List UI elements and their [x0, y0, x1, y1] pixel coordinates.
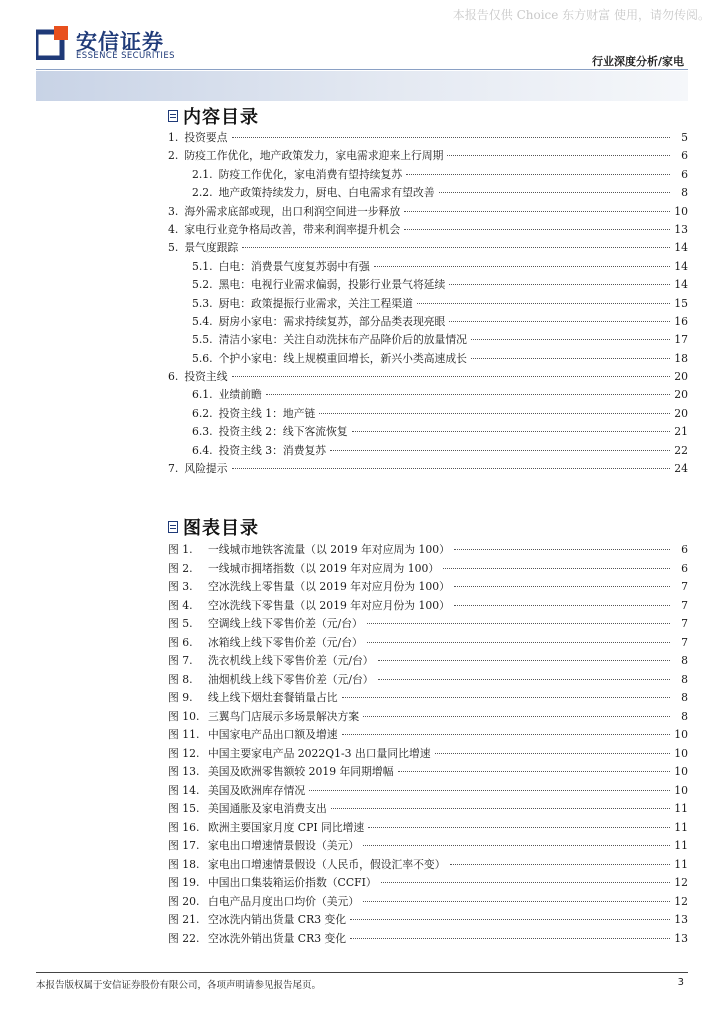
figure-entry-number: 图 19. [168, 876, 200, 889]
toc-entry-number: 5.4. [192, 314, 213, 328]
toc-entry-number: 7. [168, 462, 179, 476]
toc-entry-title: 投资主线 2：线下客流恢复 [218, 425, 348, 439]
figure-entry-number: 图 14. [168, 783, 200, 797]
figure-entry[interactable] [168, 783, 688, 802]
dot-leader [374, 266, 670, 267]
figure-entry[interactable] [168, 616, 688, 635]
dot-leader [342, 697, 670, 698]
toc-entry[interactable] [168, 332, 688, 350]
toc-entry-page: 21 [674, 425, 688, 439]
figure-entry-title: 空冰洗外销出货量 CR3 变化 [208, 931, 347, 945]
toc-entry[interactable] [168, 406, 688, 424]
figure-index-title: 图表目录 [183, 518, 259, 539]
toc-entry[interactable] [168, 185, 688, 203]
toc-entry-title: 清洁小家电：关注自动洗抹布产品降价后的放量情况 [218, 333, 467, 347]
figure-entry-title: 欧洲主要国家月度 CPI 同比增速 [208, 820, 365, 834]
toc-entry-number: 4. [168, 222, 179, 236]
toc-entry-number: 2. [168, 149, 179, 163]
toc-entry-title: 投资主线 3：消费复苏 [218, 443, 327, 457]
figure-list [168, 542, 688, 949]
toc-entry-page: 8 [681, 186, 688, 200]
toc-entry-title: 个护小家电：线上规模重回增长，新兴小类高速成长 [218, 351, 467, 365]
toc-entry-page: 18 [674, 351, 688, 365]
toc-entry[interactable] [168, 424, 688, 442]
toc-entry-page: 5 [681, 131, 688, 144]
figure-entry[interactable] [168, 801, 688, 820]
figure-entry-number: 图 15. [168, 802, 200, 815]
figure-entry[interactable] [168, 912, 688, 931]
toc-entry-page: 20 [674, 406, 688, 420]
toc-entry-number: 6.4. [192, 443, 213, 457]
figure-entry-number: 图 17. [168, 839, 200, 852]
dot-leader [331, 808, 670, 809]
figure-entry-page: 12 [674, 876, 688, 889]
toc-entry[interactable] [168, 277, 688, 295]
figure-entry-page: 7 [681, 635, 688, 649]
dot-leader [368, 827, 670, 828]
figure-entry-title: 线上线下烟灶套餐销量占比 [208, 691, 338, 704]
figure-entry[interactable] [168, 635, 688, 654]
dot-leader [404, 229, 670, 230]
toc-entry[interactable] [168, 387, 688, 405]
toc-entry[interactable] [168, 167, 688, 185]
figure-index [168, 515, 688, 949]
dot-leader [471, 358, 670, 359]
toc-entry-title: 厨房小家电：需求持续复苏，部分品类表现亮眼 [218, 314, 446, 328]
figure-entry[interactable] [168, 561, 688, 580]
toc-entry-title: 投资主线 [184, 370, 228, 384]
dot-leader [352, 431, 670, 432]
figure-entry[interactable] [168, 764, 688, 783]
company-logo [36, 26, 196, 66]
figure-entry-title: 家电出口增速情景假设（人民币，假设汇率不变） [208, 857, 446, 871]
figure-entry-page: 7 [681, 617, 688, 630]
figure-entry-number: 图 20. [168, 894, 200, 908]
toc-entry[interactable] [168, 148, 688, 166]
figure-entry-page: 11 [674, 857, 688, 871]
figure-entry-title: 空冰洗内销出货量 CR3 变化 [208, 913, 347, 926]
toc-title: 内容目录 [183, 107, 259, 128]
figure-entry-number: 图 13. [168, 765, 200, 778]
page-number: 3 [677, 977, 684, 988]
toc-entry-number: 3. [168, 204, 179, 218]
dot-leader [381, 882, 670, 883]
footer-disclaimer: 本报告版权属于安信证券股份有限公司，各项声明请参见报告尾页。 [36, 980, 322, 991]
toc-entry-number: 5.1. [192, 259, 213, 273]
watermark-text: 本报告仅供 Choice 东方财富 使用，请勿传阅。 [452, 8, 710, 22]
figure-entry-title: 中国出口集装箱运价指数（CCFI） [208, 876, 377, 889]
dot-leader [232, 137, 671, 138]
toc-entry-number: 2.1. [192, 167, 213, 181]
dot-leader [449, 321, 670, 322]
dot-leader [454, 586, 670, 587]
toc-entry-title: 防疫工作优化，家电消费有望持续复苏 [218, 167, 403, 181]
toc-entry-title: 防疫工作优化，地产政策发力，家电需求迎来上行周期 [184, 149, 444, 163]
dot-leader [232, 468, 671, 469]
toc-entry-page: 10 [674, 204, 688, 218]
figure-entry-number: 图 1. [168, 543, 193, 556]
figure-entry-page: 8 [681, 672, 688, 686]
figure-entry-page: 11 [674, 839, 688, 852]
dot-leader [439, 192, 670, 193]
figure-entry-title: 空调线上线下零售价差（元/台） [208, 617, 363, 630]
dot-leader [471, 339, 670, 340]
figure-entry-title: 白电产品月度出口均价（美元） [208, 894, 360, 908]
toc-entry-number: 6.1. [192, 388, 213, 402]
toc-entry-page: 20 [674, 370, 688, 384]
toc-entry-title: 海外需求底部或现，出口利润空间进一步释放 [184, 204, 401, 218]
dot-leader [367, 642, 670, 643]
figure-entry-title: 冰箱线上线下零售价差（元/台） [208, 635, 363, 649]
dot-leader [417, 303, 670, 304]
figure-entry-number: 图 3. [168, 580, 193, 593]
figure-entry-page: 8 [681, 691, 688, 704]
dot-leader [449, 284, 670, 285]
figure-entry-title: 一线城市地铁客流量（以 2019 年对应周为 100） [208, 543, 450, 556]
toc-entry-page: 15 [674, 296, 688, 310]
figure-entry[interactable] [168, 931, 688, 950]
figure-entry-number: 图 7. [168, 654, 193, 667]
figure-entry[interactable] [168, 542, 688, 561]
figure-entry[interactable] [168, 875, 688, 894]
toc-entry[interactable] [168, 259, 688, 277]
figure-entry-number: 图 16. [168, 820, 200, 834]
dot-leader [450, 864, 670, 865]
toc-entry-number: 2.2. [192, 186, 213, 200]
dot-leader [435, 753, 670, 754]
figure-entry-number: 图 9. [168, 691, 193, 704]
logo-name-cn: 安信证券 [76, 30, 164, 54]
toc-entry-number: 5.3. [192, 296, 213, 310]
section-list-icon [168, 110, 178, 122]
figure-entry-page: 8 [681, 654, 688, 667]
dot-leader [398, 771, 671, 772]
figure-entry[interactable] [168, 709, 688, 728]
toc-entry-page: 14 [674, 278, 688, 292]
toc-entry-number: 6.3. [192, 425, 213, 439]
figure-entry[interactable] [168, 820, 688, 839]
dot-leader [404, 211, 670, 212]
dot-leader [309, 790, 670, 791]
toc-entry-number: 1. [168, 131, 179, 144]
toc-entry-page: 6 [681, 167, 688, 181]
toc-entry[interactable] [168, 461, 688, 479]
figure-entry-title: 洗衣机线上线下零售价差（元/台） [208, 654, 374, 667]
dot-leader [363, 845, 670, 846]
toc-entry-title: 地产政策持续发力，厨电、白电需求有望改善 [218, 186, 435, 200]
toc-entry-number: 6. [168, 370, 179, 384]
logo-name-en: ESSENCE SECURITIES [76, 51, 175, 61]
section-list-icon [168, 521, 178, 533]
figure-entry-title: 一线城市拥堵指数（以 2019 年对应周为 100） [208, 561, 440, 575]
dot-leader [350, 938, 670, 939]
dot-leader [319, 413, 670, 414]
figure-entry[interactable] [168, 690, 688, 709]
toc-entry[interactable] [168, 204, 688, 222]
figure-entry-page: 8 [681, 709, 688, 723]
figure-entry-page: 7 [681, 598, 688, 612]
figure-entry-page: 6 [681, 543, 688, 556]
figure-entry-number: 图 6. [168, 635, 193, 649]
toc-entry-number: 5.5. [192, 333, 213, 347]
figure-entry-number: 图 2. [168, 561, 193, 575]
figure-entry-number: 图 5. [168, 617, 193, 630]
figure-entry-title: 油烟机线上线下零售价差（元/台） [208, 672, 374, 686]
figure-entry-page: 11 [674, 820, 688, 834]
dot-leader [363, 901, 670, 902]
figure-entry-title: 空冰洗线下零售量（以 2019 年对应月份为 100） [208, 598, 450, 612]
figure-entry-page: 7 [681, 580, 688, 593]
figure-entry-title: 美国及欧洲零售额较 2019 年同期增幅 [208, 765, 394, 778]
toc-entry-page: 22 [674, 443, 688, 457]
toc-entry-page: 16 [674, 314, 688, 328]
toc-list [168, 130, 688, 479]
dot-leader [378, 660, 670, 661]
figure-entry-number: 图 10. [168, 709, 200, 723]
figure-entry-title: 美国及欧洲库存情况 [208, 783, 306, 797]
figure-entry-number: 图 21. [168, 913, 200, 926]
figure-entry[interactable] [168, 579, 688, 598]
report-category: 行业深度分析/家电 [591, 55, 684, 68]
dot-leader [350, 919, 670, 920]
toc-entry[interactable] [168, 443, 688, 461]
figure-entry-title: 空冰洗线上零售量（以 2019 年对应月份为 100） [208, 580, 450, 593]
header-band [36, 71, 688, 101]
figure-entry-page: 13 [674, 913, 688, 926]
dot-leader [454, 605, 670, 606]
figure-entry-title: 中国主要家电产品 2022Q1-3 出口量同比增速 [208, 746, 431, 760]
header-divider [36, 69, 688, 70]
toc-entry[interactable] [168, 296, 688, 314]
toc-entry[interactable] [168, 314, 688, 332]
toc-entry-title: 厨电：政策提振行业需求，关注工程渠道 [218, 296, 413, 310]
figure-entry-page: 12 [674, 894, 688, 908]
figure-entry-number: 图 12. [168, 746, 200, 760]
dot-leader [266, 394, 670, 395]
figure-entry[interactable] [168, 653, 688, 672]
toc-entry[interactable] [168, 240, 688, 258]
toc-entry-page: 14 [674, 241, 688, 255]
dot-leader [232, 376, 671, 377]
dot-leader [378, 679, 670, 680]
toc-entry[interactable] [168, 369, 688, 387]
dot-leader [242, 247, 670, 248]
figure-entry[interactable] [168, 598, 688, 617]
figure-entry-number: 图 8. [168, 672, 193, 686]
figure-entry-title: 中国家电产品出口额及增速 [208, 728, 338, 741]
dot-leader [363, 716, 670, 717]
logo-mark-icon [36, 26, 70, 60]
figure-entry[interactable] [168, 857, 688, 876]
toc-entry-title: 风险提示 [184, 462, 228, 476]
figure-entry[interactable] [168, 838, 688, 857]
toc-entry[interactable] [168, 351, 688, 369]
toc-entry-title: 投资主线 1：地产链 [218, 406, 316, 420]
toc-entry[interactable] [168, 222, 688, 240]
table-of-contents [168, 104, 688, 479]
toc-entry-title: 业绩前瞻 [218, 388, 262, 402]
figure-entry[interactable] [168, 894, 688, 913]
figure-entry-number: 图 11. [168, 728, 200, 741]
figure-entry[interactable] [168, 672, 688, 691]
figure-entry-page: 10 [674, 728, 688, 741]
figure-entry-number: 图 22. [168, 931, 200, 945]
toc-entry-title: 白电：消费景气度复苏弱中有强 [218, 259, 370, 273]
figure-entry-number: 图 18. [168, 857, 200, 871]
dot-leader [367, 623, 670, 624]
figure-entry-page: 10 [674, 783, 688, 797]
figure-entry[interactable] [168, 727, 688, 746]
dot-leader [454, 549, 670, 550]
toc-entry-page: 6 [681, 149, 688, 163]
toc-entry-title: 家电行业竞争格局改善，带来利润率提升机会 [184, 222, 401, 236]
figure-entry-number: 图 4. [168, 598, 193, 612]
dot-leader [447, 155, 670, 156]
figure-entry[interactable] [168, 746, 688, 765]
footer-divider [36, 972, 688, 973]
figure-entry-page: 10 [674, 746, 688, 760]
toc-entry[interactable] [168, 130, 688, 148]
figure-entry-title: 家电出口增速情景假设（美元） [208, 839, 360, 852]
toc-entry-title: 投资要点 [184, 131, 228, 144]
figure-entry-page: 6 [681, 561, 688, 575]
figure-entry-page: 13 [674, 931, 688, 945]
toc-entry-number: 5.6. [192, 351, 213, 365]
figure-entry-page: 10 [674, 765, 688, 778]
dot-leader [330, 450, 670, 451]
toc-entry-number: 6.2. [192, 406, 213, 420]
dot-leader [406, 174, 670, 175]
figure-entry-title: 美国通胀及家电消费支出 [208, 802, 327, 815]
figure-entry-title: 三翼鸟门店展示多场景解决方案 [208, 709, 360, 723]
toc-entry-title: 景气度跟踪 [184, 241, 239, 255]
toc-entry-page: 20 [674, 388, 688, 402]
toc-entry-page: 14 [674, 259, 688, 273]
toc-entry-page: 24 [674, 462, 688, 476]
dot-leader [443, 568, 670, 569]
toc-entry-page: 17 [674, 333, 688, 347]
toc-entry-number: 5.2. [192, 278, 213, 292]
toc-entry-page: 13 [674, 222, 688, 236]
figure-entry-page: 11 [674, 802, 688, 815]
toc-entry-title: 黑电：电视行业需求偏弱，投影行业景气将延续 [218, 278, 446, 292]
toc-entry-number: 5. [168, 241, 179, 255]
dot-leader [342, 734, 670, 735]
